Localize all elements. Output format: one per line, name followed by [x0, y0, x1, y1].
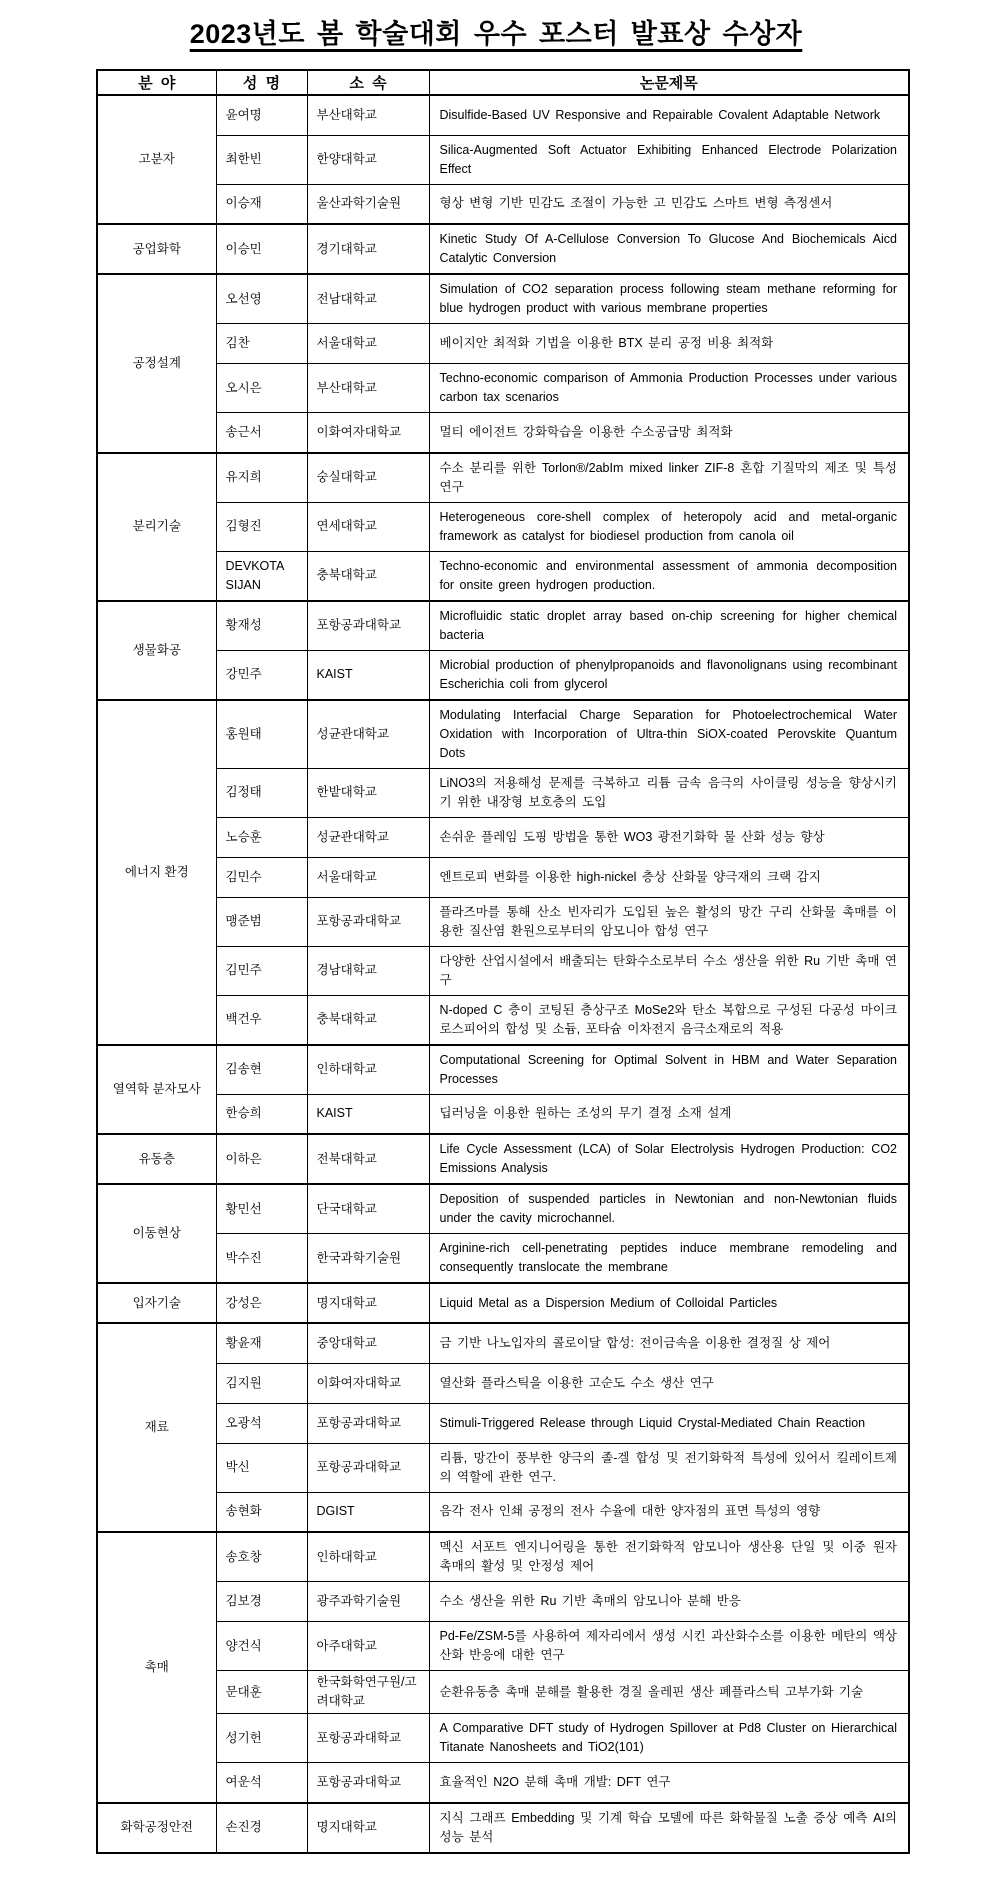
- affil-cell: 포항공과대학교: [307, 1403, 429, 1443]
- name-cell: 한승희: [216, 1094, 307, 1134]
- field-cell: 촉매: [97, 1532, 216, 1803]
- table-row: [97, 1443, 909, 1492]
- title-cell: Techno-economic comparison of Ammonia Production Processes under various carbon tax scenarios: [429, 364, 909, 413]
- title-cell: Disulfide-Based UV Responsive and Repairable Covalent Adaptable Network: [429, 95, 909, 135]
- name-cell: 이승재: [216, 184, 307, 224]
- name-cell: 김민수: [216, 857, 307, 897]
- affil-cell: 서울대학교: [307, 324, 429, 364]
- awards-table: [96, 69, 910, 1854]
- affil-cell: 숭실대학교: [307, 453, 429, 503]
- affil-cell: 포항공과대학교: [307, 1763, 429, 1803]
- title-cell: 금 기반 나노입자의 콜로이달 합성: 전이금속을 이용한 결정질 상 제어: [429, 1323, 909, 1363]
- table-row: [97, 650, 909, 700]
- title-cell: Deposition of suspended particles in Newtonian and non-Newtonian fluids under the cavity microchannel.: [429, 1184, 909, 1234]
- table-row: [97, 224, 909, 274]
- affil-cell: 이화여자대학교: [307, 413, 429, 453]
- name-cell: DEVKOTA SIJAN: [216, 551, 307, 601]
- affil-cell: 명지대학교: [307, 1283, 429, 1323]
- affil-cell: 연세대학교: [307, 502, 429, 551]
- name-cell: 윤여명: [216, 95, 307, 135]
- table-row: [97, 1184, 909, 1234]
- name-cell: 황윤재: [216, 1323, 307, 1363]
- title-cell: Heterogeneous core-shell complex of heteropoly acid and metal-organic framework as catalyst for biodiesel production from canola oil: [429, 502, 909, 551]
- name-cell: 이하은: [216, 1134, 307, 1184]
- title-cell: 엔트로피 변화를 이용한 high-nickel 층상 산화물 양극재의 크랙 감지: [429, 857, 909, 897]
- title-cell: 다양한 산업시설에서 배출되는 탄화수소로부터 수소 생산을 위한 Ru 기반 촉매 연구: [429, 946, 909, 995]
- affil-cell: 서울대학교: [307, 857, 429, 897]
- table-row: [97, 95, 909, 135]
- table-body: [97, 95, 909, 1853]
- title-cell: Simulation of CO2 separation process following steam methane reforming for blue hydrogen product with various membrane properties: [429, 274, 909, 324]
- affil-cell: 중앙대학교: [307, 1323, 429, 1363]
- field-cell: 유동층: [97, 1134, 216, 1184]
- name-cell: 송호창: [216, 1532, 307, 1582]
- title-cell: 베이지안 최적화 기법을 이용한 BTX 분리 공정 비용 최적화: [429, 324, 909, 364]
- affil-cell: 한밭대학교: [307, 768, 429, 817]
- field-cell: 생물화공: [97, 601, 216, 700]
- table-row: [97, 817, 909, 857]
- title-cell: 수소 분리를 위한 Torlon®/2abIm mixed linker ZIF-8 혼합 기질막의 제조 및 특성 연구: [429, 453, 909, 503]
- field-cell: 분리기술: [97, 453, 216, 601]
- title-cell: 멀티 에이전트 강화학습을 이용한 수소공급망 최적화: [429, 413, 909, 453]
- name-cell: 오광석: [216, 1403, 307, 1443]
- title-cell: Kinetic Study Of A-Cellulose Conversion To Glucose And Biochemicals Aicd Catalytic Conversion: [429, 224, 909, 274]
- title-cell: N-doped C 층이 코팅된 층상구조 MoSe2와 탄소 복합으로 구성된 다공성 마이크로스피어의 합성 및 소듐, 포타슘 이차전지 음극소재로의 적용: [429, 995, 909, 1045]
- name-cell: 김형진: [216, 502, 307, 551]
- table-row: [97, 1045, 909, 1095]
- title-cell: 수소 생산을 위한 Ru 기반 촉매의 암모니아 분해 반응: [429, 1582, 909, 1622]
- table-row: [97, 1532, 909, 1582]
- affil-cell: 성균관대학교: [307, 700, 429, 769]
- table-row: [97, 1763, 909, 1803]
- title-cell: LiNO3의 저용해성 문제를 극복하고 리튬 금속 음극의 사이클링 성능을 향상시키기 위한 내장형 보호층의 도입: [429, 768, 909, 817]
- name-cell: 최한빈: [216, 135, 307, 184]
- field-cell: 입자기술: [97, 1283, 216, 1323]
- table-row: [97, 324, 909, 364]
- table-row: [97, 1323, 909, 1363]
- affil-cell: KAIST: [307, 650, 429, 700]
- field-cell: 화학공정안전: [97, 1803, 216, 1853]
- affil-cell: 이화여자대학교: [307, 1363, 429, 1403]
- name-cell: 김송현: [216, 1045, 307, 1095]
- table-row: [97, 1234, 909, 1284]
- affil-cell: 한양대학교: [307, 135, 429, 184]
- title-cell: 손쉬운 플레임 도핑 방법을 통한 WO3 광전기화학 물 산화 성능 향상: [429, 817, 909, 857]
- title-cell: 순환유동층 촉매 분해를 활용한 경질 올레핀 생산 폐플라스틱 고부가화 기술: [429, 1671, 909, 1714]
- name-cell: 박신: [216, 1443, 307, 1492]
- title-cell: Liquid Metal as a Dispersion Medium of Colloidal Particles: [429, 1283, 909, 1323]
- table-row: [97, 1671, 909, 1714]
- affil-cell: KAIST: [307, 1094, 429, 1134]
- affil-cell: 충북대학교: [307, 551, 429, 601]
- table-row: [97, 453, 909, 503]
- affil-cell: 부산대학교: [307, 364, 429, 413]
- table-header: [97, 70, 909, 95]
- title-cell: 멕신 서포트 엔지니어링을 통한 전기화학적 암모니아 생산용 단일 및 이중 원자 촉매의 활성 및 안정성 제어: [429, 1532, 909, 1582]
- name-cell: 유지희: [216, 453, 307, 503]
- table-row: [97, 946, 909, 995]
- affil-cell: 인하대학교: [307, 1045, 429, 1095]
- title-cell: A Comparative DFT study of Hydrogen Spillover at Pd8 Cluster on Hierarchical Titanate Nanosheets and TiO2(101): [429, 1714, 909, 1763]
- affil-cell: 충북대학교: [307, 995, 429, 1045]
- field-cell: 공정설계: [97, 274, 216, 453]
- title-cell: Pd-Fe/ZSM-5를 사용하여 제자리에서 생성 시킨 과산화수소를 이용한 메탄의 액상산화 반응에 대한 연구: [429, 1622, 909, 1671]
- title-cell: 열산화 플라스틱을 이용한 고순도 수소 생산 연구: [429, 1363, 909, 1403]
- name-cell: 손진경: [216, 1803, 307, 1853]
- title-cell: Techno-economic and environmental assessment of ammonia decomposition for onsite green hydrogen production.: [429, 551, 909, 601]
- table-row: [97, 768, 909, 817]
- field-cell: 에너지 환경: [97, 700, 216, 1045]
- title-cell: 효율적인 N2O 분해 촉매 개발: DFT 연구: [429, 1763, 909, 1803]
- table-row: [97, 364, 909, 413]
- affil-cell: 아주대학교: [307, 1622, 429, 1671]
- title-cell: 플라즈마를 통해 산소 빈자리가 도입된 높은 활성의 망간 구리 산화물 촉매를 이용한 질산염 환원으로부터의 암모니아 합성 연구: [429, 897, 909, 946]
- name-cell: 오선영: [216, 274, 307, 324]
- title-cell: 형상 변형 기반 민감도 조절이 가능한 고 민감도 스마트 변형 측정센서: [429, 184, 909, 224]
- name-cell: 문대훈: [216, 1671, 307, 1714]
- table-row: [97, 601, 909, 651]
- name-cell: 강성은: [216, 1283, 307, 1323]
- affil-cell: 전남대학교: [307, 274, 429, 324]
- field-cell: 고분자: [97, 95, 216, 224]
- table-row: [97, 1094, 909, 1134]
- table-row: [97, 551, 909, 601]
- field-cell: 공업화학: [97, 224, 216, 274]
- table-row: [97, 1582, 909, 1622]
- title-cell: Microbial production of phenylpropanoids and flavonolignans using recombinant Escherichia coli from glycerol: [429, 650, 909, 700]
- table-row: [97, 1492, 909, 1532]
- table-row: [97, 413, 909, 453]
- title-cell: Arginine-rich cell-penetrating peptides induce membrane remodeling and consequently translocate the membrane: [429, 1234, 909, 1284]
- title-cell: 딥러닝을 이용한 원하는 조성의 무기 결정 소재 설계: [429, 1094, 909, 1134]
- title-cell: Silica-Augmented Soft Actuator Exhibiting Enhanced Electrode Polarization Effect: [429, 135, 909, 184]
- table-row: [97, 897, 909, 946]
- title-cell: Computational Screening for Optimal Solvent in HBM and Water Separation Processes: [429, 1045, 909, 1095]
- table-row: [97, 184, 909, 224]
- affil-cell: 포항공과대학교: [307, 601, 429, 651]
- name-cell: 양건식: [216, 1622, 307, 1671]
- title-cell: 음각 전사 인쇄 공정의 전사 수율에 대한 양자점의 표면 특성의 영향: [429, 1492, 909, 1532]
- name-cell: 백건우: [216, 995, 307, 1045]
- column-header-name: 성 명: [216, 70, 307, 95]
- name-cell: 성기헌: [216, 1714, 307, 1763]
- table-row: [97, 135, 909, 184]
- header-row: [97, 70, 909, 95]
- name-cell: 김민주: [216, 946, 307, 995]
- title-cell: Modulating Interfacial Charge Separation for Photoelectrochemical Water Oxidation with Incorporation of Ultra-thin SiOX-coated Perovskite Quantum Dots: [429, 700, 909, 769]
- title-cell: Microfluidic static droplet array based on-chip screening for higher chemical bacteria: [429, 601, 909, 651]
- table-row: [97, 1283, 909, 1323]
- affil-cell: 광주과학기술원: [307, 1582, 429, 1622]
- affil-cell: 경남대학교: [307, 946, 429, 995]
- title-cell: Life Cycle Assessment (LCA) of Solar Electrolysis Hydrogen Production: CO2 Emissions Analysis: [429, 1134, 909, 1184]
- affil-cell: 부산대학교: [307, 95, 429, 135]
- affil-cell: 한국화학연구원/고려대학교: [307, 1671, 429, 1714]
- table-row: [97, 857, 909, 897]
- affil-cell: 한국과학기술원: [307, 1234, 429, 1284]
- name-cell: 김찬: [216, 324, 307, 364]
- affil-cell: 경기대학교: [307, 224, 429, 274]
- title-cell: Stimuli-Triggered Release through Liquid Crystal-Mediated Chain Reaction: [429, 1403, 909, 1443]
- table-row: [97, 1714, 909, 1763]
- column-header-paper-title: 논문제목: [429, 70, 909, 95]
- field-cell: 재료: [97, 1323, 216, 1532]
- affil-cell: 울산과학기술원: [307, 184, 429, 224]
- table-row: [97, 1134, 909, 1184]
- affil-cell: DGIST: [307, 1492, 429, 1532]
- affil-cell: 단국대학교: [307, 1184, 429, 1234]
- page-title: 2023년도 봄 학술대회 우수 포스터 발표상 수상자: [189, 19, 803, 49]
- name-cell: 김정태: [216, 768, 307, 817]
- name-cell: 송현화: [216, 1492, 307, 1532]
- name-cell: 여운석: [216, 1763, 307, 1803]
- field-cell: 열역학 분자모사: [97, 1045, 216, 1135]
- title-cell: 리튬, 망간이 풍부한 양극의 졸-겔 합성 및 전기화학적 특성에 있어서 킬레이트제의 역할에 관한 연구.: [429, 1443, 909, 1492]
- table-row: [97, 274, 909, 324]
- table-row: [97, 1403, 909, 1443]
- table-row: [97, 502, 909, 551]
- affil-cell: 포항공과대학교: [307, 897, 429, 946]
- name-cell: 오시은: [216, 364, 307, 413]
- name-cell: 맹준범: [216, 897, 307, 946]
- name-cell: 황민선: [216, 1184, 307, 1234]
- column-header-field: 분 야: [97, 70, 216, 95]
- column-header-affiliation: 소 속: [307, 70, 429, 95]
- table-row: [97, 1803, 909, 1853]
- table-row: [97, 700, 909, 769]
- name-cell: 이승민: [216, 224, 307, 274]
- name-cell: 김보경: [216, 1582, 307, 1622]
- affil-cell: 성균관대학교: [307, 817, 429, 857]
- affil-cell: 포항공과대학교: [307, 1443, 429, 1492]
- title-cell: 지식 그래프 Embedding 및 기계 학습 모델에 따른 화학물질 노출 증상 예측 AI의 성능 분석: [429, 1803, 909, 1853]
- name-cell: 송근서: [216, 413, 307, 453]
- name-cell: 김지원: [216, 1363, 307, 1403]
- name-cell: 홍원태: [216, 700, 307, 769]
- table-row: [97, 995, 909, 1045]
- name-cell: 노승훈: [216, 817, 307, 857]
- affil-cell: 포항공과대학교: [307, 1714, 429, 1763]
- field-cell: 이동현상: [97, 1184, 216, 1283]
- affil-cell: 명지대학교: [307, 1803, 429, 1853]
- affil-cell: 전북대학교: [307, 1134, 429, 1184]
- name-cell: 강민주: [216, 650, 307, 700]
- name-cell: 황재성: [216, 601, 307, 651]
- table-row: [97, 1363, 909, 1403]
- name-cell: 박수진: [216, 1234, 307, 1284]
- table-row: [97, 1622, 909, 1671]
- affil-cell: 인하대학교: [307, 1532, 429, 1582]
